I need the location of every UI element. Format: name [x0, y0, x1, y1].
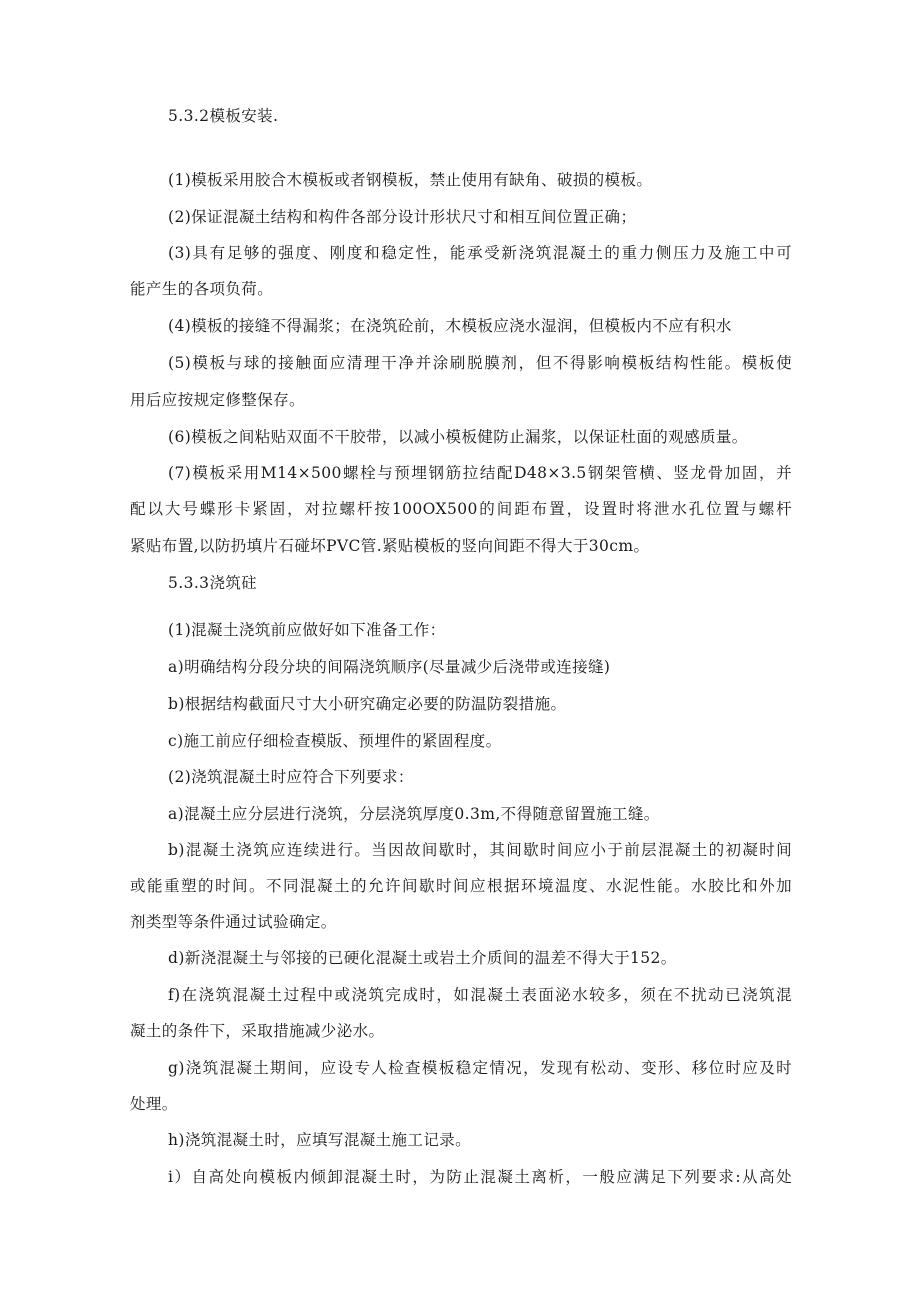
paragraph-line: (2)浇筑混凝土时应符合下列要求：	[168, 768, 414, 786]
paragraph-line: i）自高处向模板内倾卸混凝土时，为防止混凝土离析，一般应满足下列要求:从高处	[168, 1168, 792, 1186]
paragraph-line: a)明确结构分段分块的间隔浇筑顺序(尽量减少后浇带或连接缝)	[168, 658, 611, 676]
paragraph-line: b)根据结构截面尺寸大小研究确定必要的防温防裂措施。	[168, 695, 567, 713]
paragraph-line: 配以大号蝶形卡紧固，对拉螺杆按100OX500的间距布置，设置时将泄水孔位置与螺杆	[130, 500, 792, 518]
paragraph-line: (7)模板采用M14×500螺栓与预埋钢筋拉结配D48×3.5钢架管横、竖龙骨加固，并	[168, 464, 792, 482]
paragraph-line: c)施工前应仔细检查模版、预埋件的紧固程度。	[168, 732, 502, 750]
section-heading-5-3-2: 5.3.2模板安装.	[168, 107, 279, 125]
paragraph-line: (3)具有足够的强度、刚度和稳定性，能承受新浇筑混凝土的重力侧压力及施工中可	[168, 244, 792, 262]
paragraph-line: (1)混凝土浇筑前应做好如下准备工作：	[168, 621, 446, 639]
paragraph-line: 处理。	[130, 1095, 178, 1113]
paragraph-line: b)混凝土浇筑应连续进行。当因故间歇时，其间歇时间应小于前层混凝土的初凝时间	[168, 841, 792, 859]
paragraph-line: 紧贴布置,以防扔填片石碰坏PVC管.紧贴模板的竖向间距不得大于30cm。	[130, 537, 650, 555]
paragraph-line: 凝土的条件下，采取措施减少泌水。	[130, 1022, 385, 1040]
paragraph-line: d)新浇混凝土与邻接的已硬化混凝土或岩土介质间的温差不得大于152。	[168, 949, 677, 967]
paragraph-line: g)浇筑混凝土期间，应设专人检查模板稳定情况，发现有松动、变形、移位时应及时	[168, 1059, 792, 1077]
paragraph-line: (5)模板与球的接触面应清理干净并涂刷脱膜剂，但不得影响模板结构性能。模板使	[168, 354, 792, 372]
paragraph-line: 能产生的各项负荷。	[130, 280, 274, 298]
paragraph-line: (6)模板之间粘贴双面不干胶带，以减小模板健防止漏浆，以保证杜面的观感质量。	[168, 428, 748, 446]
paragraph-line: f)在浇筑混凝土过程中或浇筑完成时，如混凝土表面泌水较多，须在不扰动已浇筑混	[168, 986, 792, 1004]
paragraph-line: a)混凝土应分层进行浇筑，分层浇筑厚度0.3m,不得随意留置施工缝。	[168, 805, 660, 823]
paragraph-line: (4)模板的接缝不得漏浆；在浇筑砼前，木模板应浇水湿润，但模板内不应有积水	[168, 317, 732, 335]
paragraph-line: 剂类型等条件通过试验确定。	[130, 913, 337, 931]
paragraph-line: (1)模板采用胶合木模板或者钢模板，禁止使用有缺角、破损的模板。	[168, 171, 653, 189]
paragraph-line: 或能重塑的时间。不同混凝土的允许间歇时间应根据环境温度、水泥性能。水胶比和外加	[130, 877, 792, 895]
paragraph-line: h)浇筑混凝土时，应填写混凝土施工记录。	[168, 1131, 472, 1149]
paragraph-line: (2)保证混凝土结构和构件各部分设计形状尺寸和相互间位置正确；	[168, 208, 637, 226]
paragraph-line: 用后应按规定修整保存。	[130, 391, 305, 409]
section-heading-5-3-3: 5.3.3浇筑砫	[168, 574, 258, 592]
